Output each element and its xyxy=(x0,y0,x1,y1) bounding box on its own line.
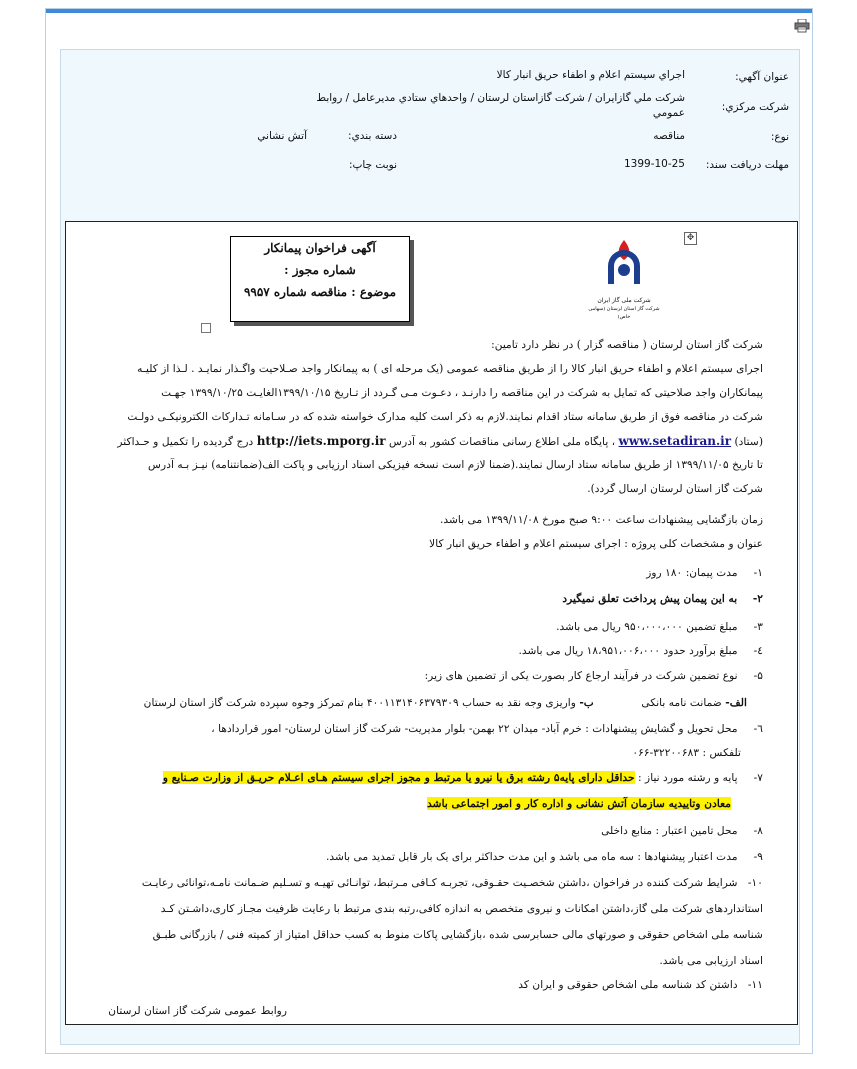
announcement-title-box xyxy=(230,236,410,322)
item-5-options xyxy=(144,696,747,709)
option-a-text: ضمانت نامه بانکی xyxy=(641,696,726,709)
item-7-highlight-1: حداقل دارای پایه۵ رشته برق یا نیرو یا مرتبط و مجوز اجرای سیستم هـای اعـلام حریـق از وزارت صـنایع و xyxy=(162,771,635,784)
item-6-text: محل تحویل و گشایش پیشنهادات : خرم آباد- میدان ۲۲ بهمن- بلوار مدیریت- شرکت گاز استان لرستان- امور قراردادها ، xyxy=(211,722,738,735)
item-3-text: مبلغ تضمین ۹۵۰،۰۰۰،۰۰۰ ریال می باشد. xyxy=(556,620,738,633)
option-a-label: الف- xyxy=(725,696,747,709)
item-4 xyxy=(518,644,763,657)
item-7-label: پایه و رشته مورد نیاز : xyxy=(638,771,738,784)
item-6 xyxy=(211,722,763,735)
paragraph-line1: اجرای سیستم اعلام و اطفاء حریق انبار کالا را از طریق مناقصه عمومی (یک مرحله ای ) به پیمانکار واجد صـلاحیت واگـذار نمایـد . لـذا از کلیـه xyxy=(137,362,763,375)
opening-time: زمان بازگشایی پیشنهادات ساعت ۹:۰۰ صبح مورخ ۱۳۹۹/۱۱/۰۸ می باشد. xyxy=(439,513,763,526)
flame-logo-icon xyxy=(586,236,662,292)
item-1-text: مدت پیمان: ۱۸۰ روز xyxy=(646,566,738,579)
move-handle-icon[interactable]: ✥ xyxy=(684,232,697,245)
p4-text-c: درج گردیده را تکمیل و حـداکثر xyxy=(117,435,254,448)
setadiran-link[interactable]: www.setadiran.ir xyxy=(618,434,732,448)
item-8 xyxy=(601,824,763,837)
item-8-text: محل تامین اعتبار : منابع داخلی xyxy=(601,824,738,837)
item-6-number: ٦- xyxy=(753,722,763,735)
item-5-text: نوع تضمین شرکت در فرآیند ارجاع کار بصورت یکی از تضمین های زیر: xyxy=(424,669,738,682)
item-10-line2: استانداردهای شرکت ملی گاز،داشتن امکانات و نیروی متخصص به اندازه کافی،رتبه بندی مرتبط با رعایت ظرفیت مجـاز کاری،داشـتن کـد xyxy=(160,902,763,915)
item-7-highlight-2: معادن وتاییدیه سازمان آتش نشانی و اداره کار و امور اجتماعی باشد xyxy=(427,797,731,810)
item-3-number: ۳- xyxy=(753,620,763,633)
item-5 xyxy=(425,669,763,682)
print-turn-label: نوبت چاپ: xyxy=(348,159,397,171)
footer-signature: روابط عمومی شرکت گاز استان لرستان xyxy=(108,1004,287,1017)
center-label: شركت مركزي: xyxy=(721,101,789,113)
item-7-number: ۷- xyxy=(753,771,763,784)
item-5-number: ۵- xyxy=(753,669,763,682)
item-2-number: ۲- xyxy=(752,592,763,605)
paragraph-line5: تا تاریخ ۱۳۹۹/۱۱/۰۵ از طریق سامانه ستاد ارسال نمایند.(ضمنا لازم است نسخه فیزیکی اسناد ارزیابی و پاکت الف(ضمانتنامه) نیـز بـه آدرس xyxy=(148,458,763,471)
item-11 xyxy=(518,978,763,991)
box-title-line3: موضوع : مناقصه شماره ۹۹۵۷ xyxy=(243,285,397,299)
item-7-line2 xyxy=(427,797,731,810)
item-10-number: ۱۰- xyxy=(747,876,763,889)
gas-company-logo xyxy=(586,236,662,318)
deadline-label: مهلت دريافت سند: xyxy=(705,159,789,171)
paragraph-line2: پیمانکاران واجد صلاحیتی که تمایل به شرکت در این مناقصه را دارنـد ، دعـوت مـی گـردد از تـاریخ ۱۳۹۹/۱۰/۱۵الغایـت ۱۳۹۹/۱۰/۲۵ جهـت xyxy=(161,386,763,399)
top-accent-bar xyxy=(46,9,812,13)
item-11-number: ۱۱- xyxy=(747,978,763,991)
logo-text-line2: شرکت گاز استان لرستان (سهامی خاص) xyxy=(588,306,660,320)
option-b-text: واریزی وجه نقد به حساب ۴۰۰۱۱۳۱۴۰۶۳۷۹۳۰۹ بنام تمرکز وجوه سپرده شرکت گاز استان لرستان xyxy=(143,696,580,709)
item-4-text: مبلغ برآورد حدود ۱۸،۹۵۱،۰۰۶،۰۰۰ ریال می باشد. xyxy=(518,644,738,657)
center-value-line1: شركت ملي گازايران / شركت گازاستان لرستان / واحدهاي ستادي مديرعامل / روابط xyxy=(316,92,685,104)
item-6-phone: تلفکس : ۳۲۲۰۰۶۸۳-۰۶۶ xyxy=(632,746,741,759)
item-9-number: ۹- xyxy=(753,850,763,863)
intro-text: شرکت گاز استان لرستان ( مناقصه گزار ) در نظر دارد تامین: xyxy=(491,338,763,351)
project-title: عنوان و مشخصات کلی پروژه : اجرای سیستم اعلام و اطفاء حریق انبار کالا xyxy=(429,537,763,550)
item-11-text: داشتن کد شناسه ملی اشخاص حقوقی و ایران کد xyxy=(518,978,738,991)
item-4-number: ٤- xyxy=(753,644,763,657)
box-title-line1: آگهی فراخوان پیمانکار xyxy=(264,241,376,255)
type-label: نوع: xyxy=(770,131,789,143)
deadline-value: 1399-10-25 xyxy=(623,158,685,170)
iets-link[interactable]: http://iets.mporg.ir xyxy=(256,434,386,448)
category-value: آتش نشاني xyxy=(257,130,307,142)
item-1-number: ۱- xyxy=(753,566,763,579)
paragraph-line4 xyxy=(117,434,763,448)
logo-text-line1: شرکت ملی گاز ایران xyxy=(597,297,651,304)
item-10-line4: اسناد ارزیابی می باشد. xyxy=(659,954,763,967)
item-10-text-1: شرایط شرکت کننده در فراخوان ،داشتن شخصـیت حقـوقی، تجربـه کـافی مـرتبط، توانـائی تهیـه و تسـلیم ضـمانت نامـه،توانائی رعایـت xyxy=(141,876,738,889)
category-label: دسته بندي: xyxy=(348,130,397,142)
paragraph-line3: شرکت در مناقصه فوق از طریق سامانه ستاد اقدام نمایند.لازم به ذکر است کلیه مدارک خواسته شده که در سـامانه تـدارکات الکترونیکـی دولـت xyxy=(127,410,763,423)
type-value: مناقصه xyxy=(653,130,685,142)
box-title-line2: شماره مجوز : xyxy=(284,263,356,277)
checkbox[interactable] xyxy=(201,323,211,333)
p4-text-b: ، پایگاه ملی اطلاع رسانی مناقصات کشور به آدرس xyxy=(389,435,616,448)
item-10-line3: شناسه ملی اشخاص حقوقی و صورتهای مالی حسابرسی شده ،بازگشایی پاکات منوط به کسب حداقل امتیاز از کمیته فنی / بازرگانی طبـق xyxy=(152,928,763,941)
item-2-text: به این پیمان پیش پرداخت تعلق نمیگیرد xyxy=(562,592,738,605)
item-1 xyxy=(646,566,763,579)
title-label: عنوان آگهي: xyxy=(735,71,789,83)
title-value: اجراي سيستم اعلام و اطفاء حريق انبار كالا xyxy=(496,69,685,81)
option-b-label: ب- xyxy=(579,696,594,709)
print-icon[interactable] xyxy=(794,19,810,33)
ad-document-image xyxy=(65,221,798,1025)
item-10 xyxy=(142,876,763,889)
item-8-number: ۸- xyxy=(753,824,763,837)
item-2 xyxy=(562,592,763,605)
item-7 xyxy=(163,771,763,784)
item-9 xyxy=(326,850,763,863)
p4-text-a: (ستاد) xyxy=(734,435,763,448)
paragraph-line6: شرکت گاز استان لرستان ارسال گردد). xyxy=(587,482,763,495)
item-9-text: مدت اعتبار پیشنهادها : سه ماه می باشد و این مدت حداکثر برای یک بار قابل تمدید می باشد. xyxy=(325,850,738,863)
center-value-line2: عمومي xyxy=(652,107,685,119)
item-3 xyxy=(556,620,763,633)
